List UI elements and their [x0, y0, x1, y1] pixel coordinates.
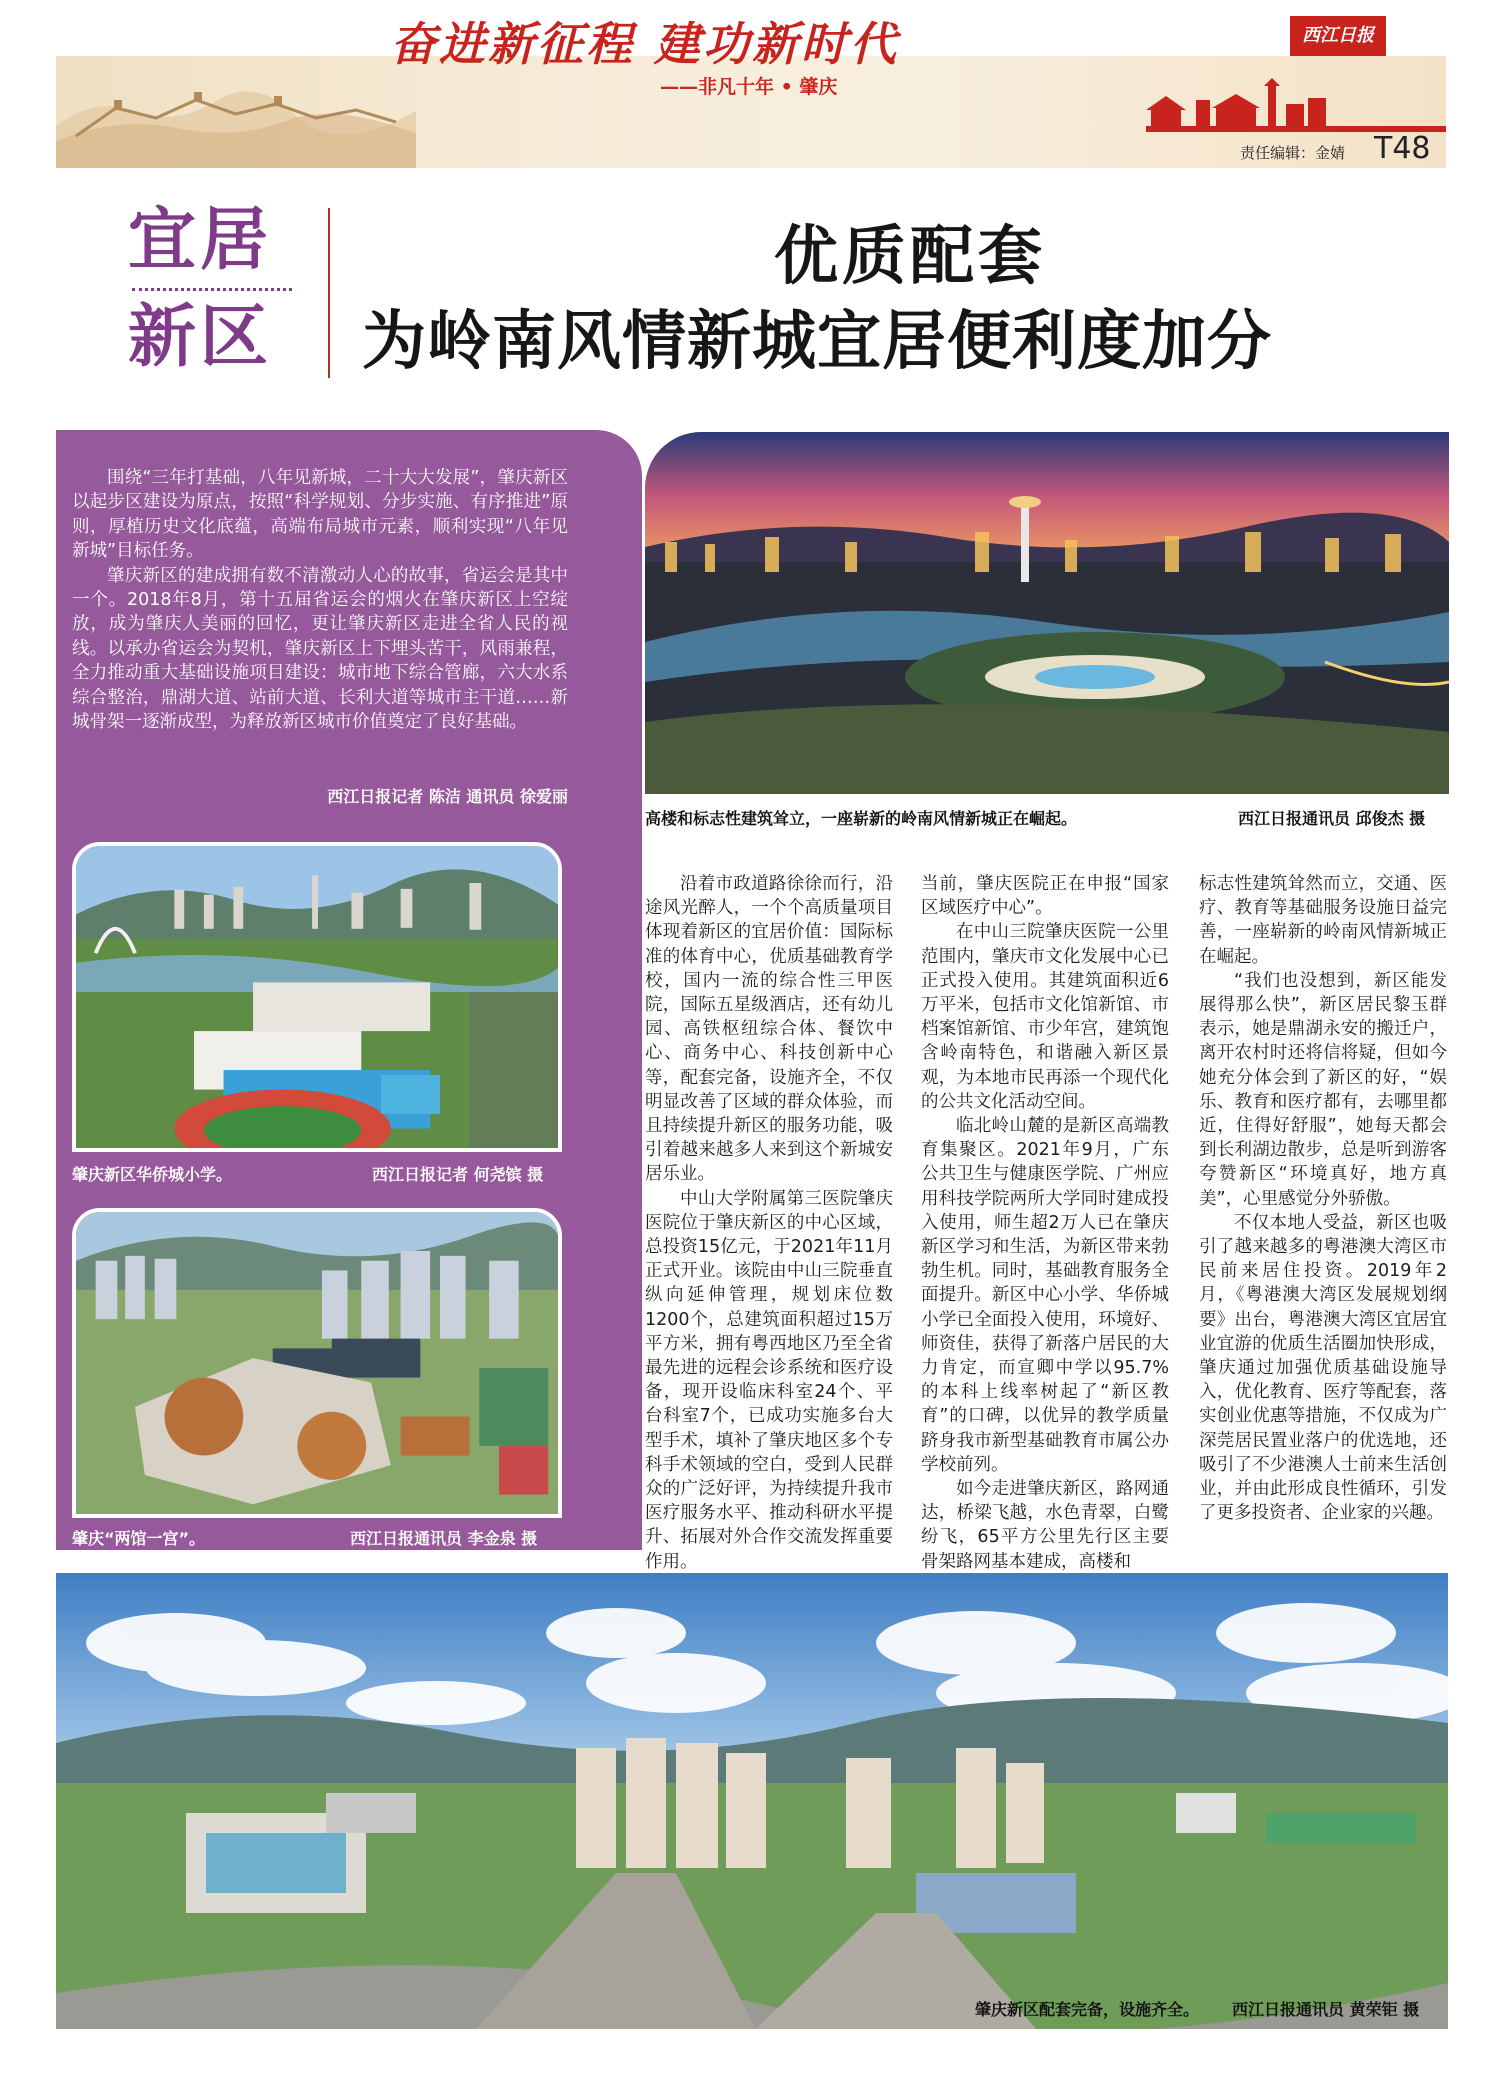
section-divider	[132, 288, 292, 291]
article-column-1	[645, 872, 893, 1574]
article-column-2	[921, 872, 1169, 1574]
caption-night-city: 高楼和标志性建筑耸立，一座崭新的岭南风情新城正在崛起。	[645, 809, 1078, 828]
newspaper-logo: 西江日报	[1290, 16, 1386, 56]
caption-school: 肇庆新区华侨城小学。	[72, 1165, 233, 1184]
section-label-line2: 新区	[128, 297, 273, 377]
great-wall-illustration	[56, 56, 416, 168]
headline-line2: 为岭南风情新城宜居便利度加分	[362, 304, 1272, 379]
article-paragraph: 沿着市政道路徐徐而行，沿途风光醉人，一个个高质量项目体现着新区的宜居价值：国际标准的体育中心，优质基础教育学校，国内一流的综合性三甲医院，国际五星级酒店，还有幼儿园、高铁枢纽综合体、餐饮中心、商务中心、科技创新中心等，配套完备，设施齐全，不仅明显改善了区域的群众体验，而且持续提升新区的服务功能，吸引着越来越多人来到这个新城安居乐业。	[645, 874, 893, 1185]
caption-museum: 肇庆“两馆一宫”。	[72, 1529, 206, 1548]
city-skyline-illustration	[1146, 78, 1331, 128]
article-paragraph: 在中山三院肇庆医院一公里范围内，肇庆市文化发展中心已正式投入使用。其建筑面积近6万平米，包括市文化馆新馆、市档案馆新馆、市少年宫，建筑饱含岭南特色，和谐融入新区景观，为本地市民再添一个现代化的公共文化活动空间。	[921, 922, 1169, 1112]
article-paragraph: 临北岭山麓的是新区高端教育集聚区。2021年9月，广东公共卫生与健康医学院、广州应用科技学院两所大学同时建成投入使用，师生超2万人已在肇庆新区学习和生活，为新区带来勃勃生机。同时，基础教育服务全面提升。新区中心小学、华侨城小学已全面投入使用，环境好、师资佳，获得了新落户居民的大力肯定，而宣卿中学以95.7%的本科上线率树起了“新区教育”的口碑，以优异的教学质量跻身我市新型基础教育市属公办学校前列。	[921, 1116, 1169, 1475]
section-label-line1: 宜居	[128, 200, 273, 280]
article-column-3	[1199, 872, 1447, 1525]
photo-school	[72, 842, 562, 1152]
credit-night-city: 西江日报通讯员 邱俊杰 摄	[1238, 809, 1426, 828]
article-paragraph: “我们也没想到，新区能发展得那么快”，新区居民黎玉群表示，她是鼎湖永安的搬迁户，离开农村时还将信将疑，但如今她充分体会到了新区的好，“娱乐、教育和医疗都有，去哪里都近，住得好舒服”，她每天都会到长利湖边散步，总是听到游客夸赞新区“环境真好，地方真美”，心里感觉分外骄傲。	[1199, 970, 1447, 1209]
intro-credit: 西江日报记者 陈洁 通讯员 徐爱丽	[327, 787, 568, 806]
intro-text	[72, 466, 568, 734]
caption-panorama: 肇庆新区配套完备，设施齐全。	[975, 2000, 1200, 2019]
credit-panorama: 西江日报通讯员 黄荣钜 摄	[1232, 2000, 1420, 2019]
headline-divider	[328, 208, 330, 378]
banner-subslogan: ——非凡十年 • 肇庆	[660, 76, 838, 98]
editor-credit: 责任编辑：金婧	[1240, 144, 1346, 162]
article-paragraph: 不仅本地人受益，新区也吸引了越来越多的粤港澳大湾区市民前来居住投资。2019年2月，《粤港澳大湾区发展规划纲要》出台，粤港澳大湾区宜居宜业宜游的优质生活圈加快形成，肇庆通过加强优质基础设施导入，优化教育、医疗等配套，落实创业优惠等措施，不仅成为广深莞居民置业落户的优选地，还吸引了不少港澳人士前来生活创业，并由此形成良性循环，引发了更多投资者、企业家的兴趣。	[1199, 1212, 1447, 1524]
banner-slogan: 奋进新征程 建功新时代	[390, 17, 900, 71]
credit-museum: 西江日报通讯员 李金泉 摄	[350, 1529, 538, 1548]
photo-museum	[72, 1208, 562, 1518]
section-label	[128, 200, 318, 377]
page-number: T48	[1374, 131, 1431, 166]
photo-panorama	[56, 1573, 1448, 2029]
headline-line1: 优质配套	[774, 219, 1046, 294]
article-paragraph: 中山大学附属第三医院肇庆医院位于肇庆新区的中心区域，总投资15亿元，于2021年11月正式开业。该院由中山三院垂直纵向延伸管理，规划床位数1200个，总建筑面积超过15万平方米，拥有粤西地区乃至全省最先进的远程会诊系统和医疗设备，现开设临床科室24个、平台科室7个，已成功实施多台大型手术，填补了肇庆地区多个专科手术领域的空白，受到人民群众的广泛好评，为持续提升我市医疗服务水平、推动科研水平提升、拓展对外合作交流发挥重要作用。	[645, 1188, 893, 1572]
photo-night-city	[645, 432, 1449, 794]
intro-paragraph: 围绕“三年打基础，八年见新城，二十大大发展”，肇庆新区以起步区建设为原点，按照“科学规划、分步实施、有序推进”原则，厚植历史文化底蕴，高端布局城市元素，顺利实现“八年见新城”目标任务。	[72, 468, 568, 562]
article-paragraph: 标志性建筑耸然而立，交通、医疗、教育等基础服务设施日益完善，一座崭新的岭南风情新城正在崛起。	[1199, 874, 1447, 967]
credit-school: 西江日报记者 何尧镔 摄	[372, 1165, 544, 1184]
intro-paragraph: 肇庆新区的建成拥有数不清激动人心的故事，省运会是其中一个。2018年8月，第十五届省运会的烟火在肇庆新区上空绽放，成为肇庆人美丽的回忆，更让肇庆新区走进全省人民的视线。以承办省运会为契机，肇庆新区上下埋头苦干，风雨兼程，全力推动重大基础设施项目建设：城市地下综合管廊，六大水系综合整治，鼎湖大道、站前大道、长利大道等城市主干道……新城骨架一逐渐成型，为释放新区城市价值奠定了良好基础。	[72, 565, 568, 733]
article-paragraph: 当前，肇庆医院正在申报“国家区域医疗中心”。	[921, 874, 1169, 919]
article-paragraph: 如今走进肇庆新区，路网通达，桥梁飞越，水色青翠，白鹭纷飞，65平方公里先行区主要骨架路网基本建成，高楼和	[921, 1479, 1169, 1572]
